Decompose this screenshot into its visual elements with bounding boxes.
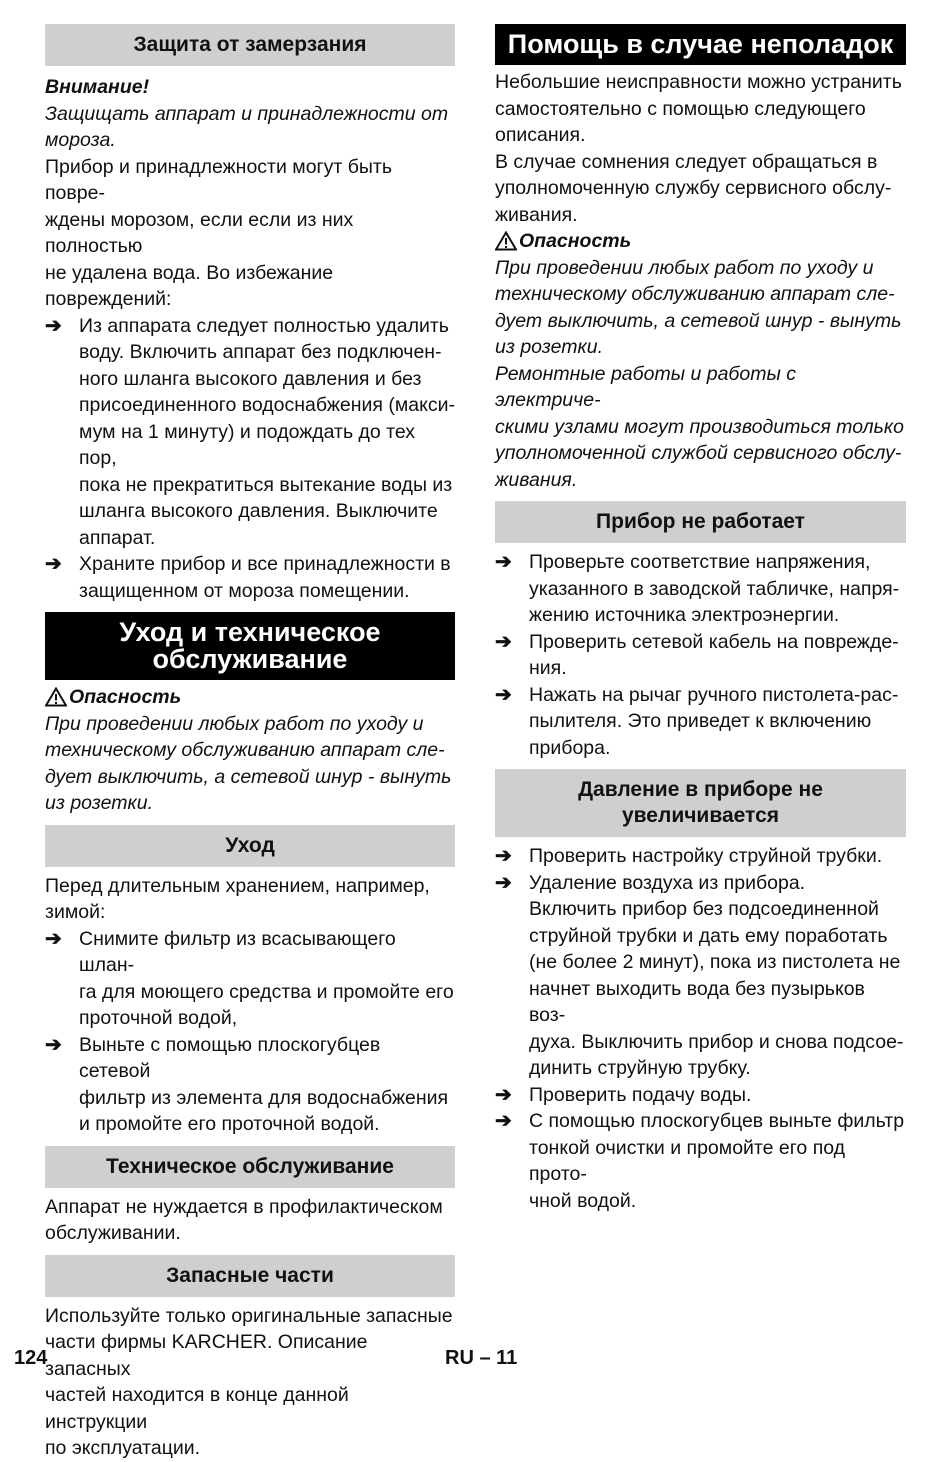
pressure-list [495,843,906,1214]
danger-line: живания. [495,468,578,491]
bullet-line: Включить прибор без подсоединенной [529,898,879,920]
bullet-line: присоединенного водоснабжения (макси- [79,394,455,416]
arrow-right-icon: ➔ [495,845,512,867]
arrow-right-icon: ➔ [495,1083,512,1106]
bullet-line: пока не прекратиться вытекание воды из [79,473,453,496]
arrow-right-icon: ➔ [495,1110,512,1132]
not-working-bullet-2 [495,629,906,682]
frost-protection-heading [45,24,455,66]
warning-triangle-icon [45,684,69,707]
bullet-line: ного шланга высокого давления и без [79,367,422,390]
bullet-line: чной водой. [529,1189,637,1212]
text-line: Прибор и принадлежности могут быть повре- [45,155,393,204]
care-bullet-2 [45,1032,455,1138]
attention-label: Внимание! [45,76,150,98]
arrow-right-icon: ➔ [45,927,62,950]
frost-protection-heading-text: Защита от замерзания [133,33,367,56]
text-line: Перед длительным хранением, например, [45,874,430,897]
warning-triangle-icon [495,228,519,251]
danger-line: из розетки. [495,336,603,358]
left-column [45,24,455,1462]
help-text [495,69,906,228]
bullet-line: духа. Выключить прибор и снова подсое- [529,1030,904,1053]
bullet-line: указанного в заводской табличке, напря- [529,577,900,600]
troubleshooting-heading-text: Помощь в случае неполадок [507,29,894,59]
bullet-line: Проверить сетевой кабель на поврежде- [529,630,899,653]
text-line: частей находится в конце данной инструкции [45,1384,349,1433]
danger-line: скими узлами могут производиться только [495,415,904,438]
bullet-line: ния. [529,657,567,679]
arrow-right-icon: ➔ [45,553,62,575]
text-line: уполномоченную службу сервисного обслу- [495,177,892,199]
care-text [45,873,455,926]
frost-bullet-2 [45,551,455,604]
care-bullet-1 [45,926,455,1032]
text-line: Небольшие неисправности можно устранить [495,71,902,93]
danger-line: При проведении любых работ по уходу и [495,256,874,279]
right-column [495,24,906,1214]
attention-line: мороза. [45,129,116,151]
arrow-right-icon: ➔ [495,551,512,573]
danger-line: дует выключить, а сетевой шнур - вынуть [45,765,452,788]
bullet-line: Проверьте соответствие напряжения, [529,551,871,573]
text-line: живания. [495,203,578,226]
language-page-code: RU – 11 [445,1347,518,1369]
bullet-line: Снимите фильтр из всасывающего шлан- [79,927,396,976]
frost-attention-block [45,74,455,154]
bullet-line: Удаление воздуха из прибора. [529,871,806,894]
bullet-line: и промойте его проточной водой. [79,1113,380,1135]
spare-parts-heading [45,1255,455,1297]
bullet-line: Проверить подачу воды. [529,1083,752,1106]
attention-line: Защищать аппарат и принадлежности от [45,102,449,125]
bullet-line: Проверить настройку струйной трубки. [529,845,883,867]
text-line: по эксплуатации. [45,1437,201,1459]
bullet-line: начнет выходить вода без пузырьков воз- [529,977,865,1026]
bullet-line: (не более 2 минут), пока из пистолета не [529,951,901,973]
heading-line: Давление в приборе не [578,778,823,801]
not-working-heading [495,501,906,543]
pressure-heading [495,769,906,837]
bullet-line: проточной водой, [79,1007,238,1029]
bullet-line: фильтр из элемента для водоснабжения [79,1086,449,1109]
help-danger-block [495,228,906,493]
arrow-right-icon: ➔ [495,630,512,653]
bullet-line: тонкой очистки и промойте его под прото- [529,1136,846,1185]
not-working-list [495,549,906,761]
frost-bullet-1 [45,313,455,552]
bullet-line: С помощью плоскогубцев выньте фильтр [529,1110,905,1132]
bullet-line: Выньте с помощью плоскогубцев сетевой [79,1033,381,1082]
text-line: зимой: [45,901,106,923]
bullet-line: мум на 1 минуту) и подождать до тех пор, [79,420,416,469]
text-line: не удалена вода. Во избежание повреждений: [45,261,334,310]
bullet-line: защищенном от мороза помещении. [79,579,410,602]
spare-parts-text [45,1303,455,1462]
not-working-bullet-1 [495,549,906,629]
text-line: описания. [495,124,586,146]
bullet-line: жению источника электроэнергии. [529,604,840,626]
danger-label: Опасность [69,686,182,708]
danger-line: дует выключить, а сетевой шнур - вынуть [495,309,902,332]
bullet-line: Из аппарата следует полностью удалить [79,314,449,337]
page-number: 124 [14,1347,48,1369]
bullet-line: аппарат. [79,526,156,549]
text-line: ждены морозом, если если из них полностью [45,208,354,257]
not-working-bullet-3 [495,682,906,762]
arrow-right-icon: ➔ [495,683,512,706]
care-danger-block [45,684,455,817]
pressure-bullet-1 [495,843,906,870]
danger-line: Ремонтные работы и работы с электриче- [495,362,796,411]
maintenance-heading-text: Техническое обслуживание [106,1154,394,1178]
not-working-heading-text: Прибор не работает [596,510,805,533]
text-line: обслуживании. [45,1222,181,1244]
bullet-line: пылителя. Это приведет к включению [529,710,872,732]
danger-line: уполномоченной службой сервисного обслу- [495,442,902,464]
spare-parts-heading-text: Запасные части [166,1263,334,1287]
danger-line: При проведении любых работ по уходу и [45,712,424,735]
heading-line: обслуживание [152,644,348,674]
danger-label: Опасность [519,230,632,252]
bullet-line: шланга высокого давления. Выключите [79,500,438,522]
pressure-bullet-4 [495,1108,906,1214]
bullet-line: Нажать на рычаг ручного пистолета-рас- [529,683,899,706]
troubleshooting-heading [495,24,906,65]
arrow-right-icon: ➔ [45,1033,62,1056]
arrow-right-icon: ➔ [495,871,512,894]
heading-line: увеличивается [622,804,779,827]
text-line: части фирмы KARCHER. Описание запасных [45,1331,368,1380]
bullet-line: воду. Включить аппарат без подключен- [79,341,442,363]
maintenance-heading [45,1146,455,1188]
bullet-line: Храните прибор и все принадлежности в [79,553,451,575]
care-heading [45,825,455,867]
text-line: Аппарат не нуждается в профилактическом [45,1195,443,1218]
bullet-line: динить струйную трубку. [529,1057,751,1079]
text-line: В случае сомнения следует обращаться в [495,150,878,173]
danger-line: техническому обслуживанию аппарат сле- [45,739,445,761]
frost-text [45,154,455,313]
maintenance-text [45,1194,455,1247]
bullet-line: га для моющего средства и промойте его [79,980,454,1003]
danger-line: из розетки. [45,792,153,814]
text-line: Используйте только оригинальные запасные [45,1304,453,1327]
bullet-line: струйной трубки и дать ему поработать [529,924,888,947]
text-line: самостоятельно с помощью следующего [495,97,866,120]
bullet-line: прибора. [529,736,611,759]
care-maintenance-heading [45,612,455,680]
arrow-right-icon: ➔ [45,314,62,337]
care-heading-text: Уход [225,833,275,857]
danger-line: техническому обслуживанию аппарат сле- [495,283,895,305]
pressure-bullet-3 [495,1082,906,1109]
pressure-bullet-2 [495,870,906,1082]
heading-line: Уход и техническое [119,617,381,647]
